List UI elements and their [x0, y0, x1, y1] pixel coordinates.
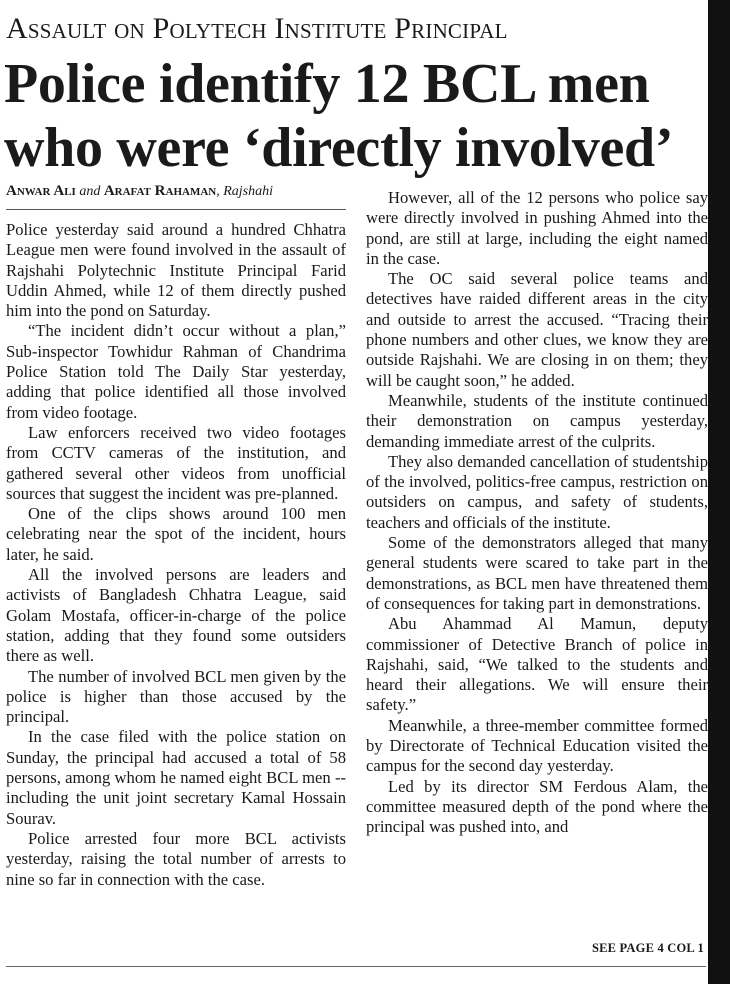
- paragraph: They also demanded cancellation of studentship of the involved, politics-free campus, restriction on outsiders on campus, and safety of students, teachers and officials of the institute.: [366, 451, 708, 532]
- bottom-rule: [6, 966, 706, 967]
- byline-author-2: Arafat Rahaman: [103, 183, 217, 199]
- paragraph: Meanwhile, students of the institute continued their demonstration on campus yesterday, demanding immediate arrest of the culprits.: [366, 390, 708, 451]
- byline-author-1: Anwar Ali: [6, 183, 76, 199]
- headline: [4, 52, 708, 180]
- paragraph: Some of the demonstrators alleged that many general students were scared to take part in the demonstrations, as BCL men have threatened them of consequences for taking part in demonstrations.: [366, 533, 708, 613]
- kicker: Assault on Polytech Institute Principal: [6, 12, 508, 45]
- paragraph: All the involved persons are leaders and activists of Bangladesh Chhatra League, said Golam Mostafa, officer-in-charge of the police station, adding that they found some outsiders there as well.: [6, 565, 346, 666]
- article-column-2: [366, 188, 708, 838]
- paragraph: Meanwhile, a three-member committee formed by Directorate of Technical Education visited the campus for the second day yesterday.: [366, 715, 708, 776]
- paragraph: Police arrested four more BCL activists yesterday, raising the total number of arrests to nine so far in connection with the case.: [6, 828, 346, 889]
- byline-rule: [6, 209, 346, 210]
- paragraph: However, all of the 12 persons who police say were directly involved in pushing Ahmed into the pond, are still at large, including the eight named in the case.: [366, 188, 708, 268]
- byline: [6, 182, 346, 201]
- article-column-1: [6, 220, 346, 890]
- paragraph: Led by its director SM Ferdous Alam, the committee measured depth of the pond where the principal was pushed into, and: [366, 776, 708, 837]
- paragraph: The OC said several police teams and detectives have raided different areas in the city and outside to arrest the accused. “Tracing their phone numbers and other clues, we know they are outside Rajshahi. We are closing in on them; they will be caught soon,” he added.: [366, 269, 708, 390]
- page-edge-strip: [708, 0, 730, 984]
- paragraph: Law enforcers received two video footages from CCTV cameras of the institution, and gathered several other videos from unofficial sources that suggest the incident was pre-planned.: [6, 422, 346, 503]
- paragraph: “The incident didn’t occur without a plan,” Sub-inspector Towhidur Rahman of Chandrima Police Station told The Daily Star yesterday, adding that police identified all those involved from video footage.: [6, 321, 346, 422]
- continuation-jump: SEE PAGE 4 COL 1: [591, 941, 704, 955]
- byline-location: , Rajshahi: [216, 184, 273, 199]
- headline-line-2: who were ‘directly involved’: [4, 117, 674, 179]
- paragraph: Police yesterday said around a hundred Chhatra League men were found involved in the assault of Rajshahi Polytechnic Institute Principal Farid Uddin Ahmed, while 12 of them directly pushed him into the pond on Saturday.: [6, 220, 346, 321]
- headline-line-1: Police identify 12 BCL men: [4, 53, 650, 115]
- paragraph: One of the clips shows around 100 men celebrating near the spot of the incident, hours later, he said.: [6, 504, 346, 564]
- paragraph: Abu Ahammad Al Mamun, deputy commissioner of Detective Branch of police in Rajshahi, said, “We talked to the students and heard their allegations. We will ensure their safety.”: [366, 614, 708, 715]
- paragraph: In the case filed with the police station on Sunday, the principal had accused a total of 58 persons, among whom he named eight BCL men -- including the unit joint secretary Kamal Hossain Sourav.: [6, 727, 346, 828]
- paragraph: The number of involved BCL men given by the police is higher than those accused by the principal.: [6, 666, 346, 727]
- byline-conjunction: and: [79, 184, 101, 199]
